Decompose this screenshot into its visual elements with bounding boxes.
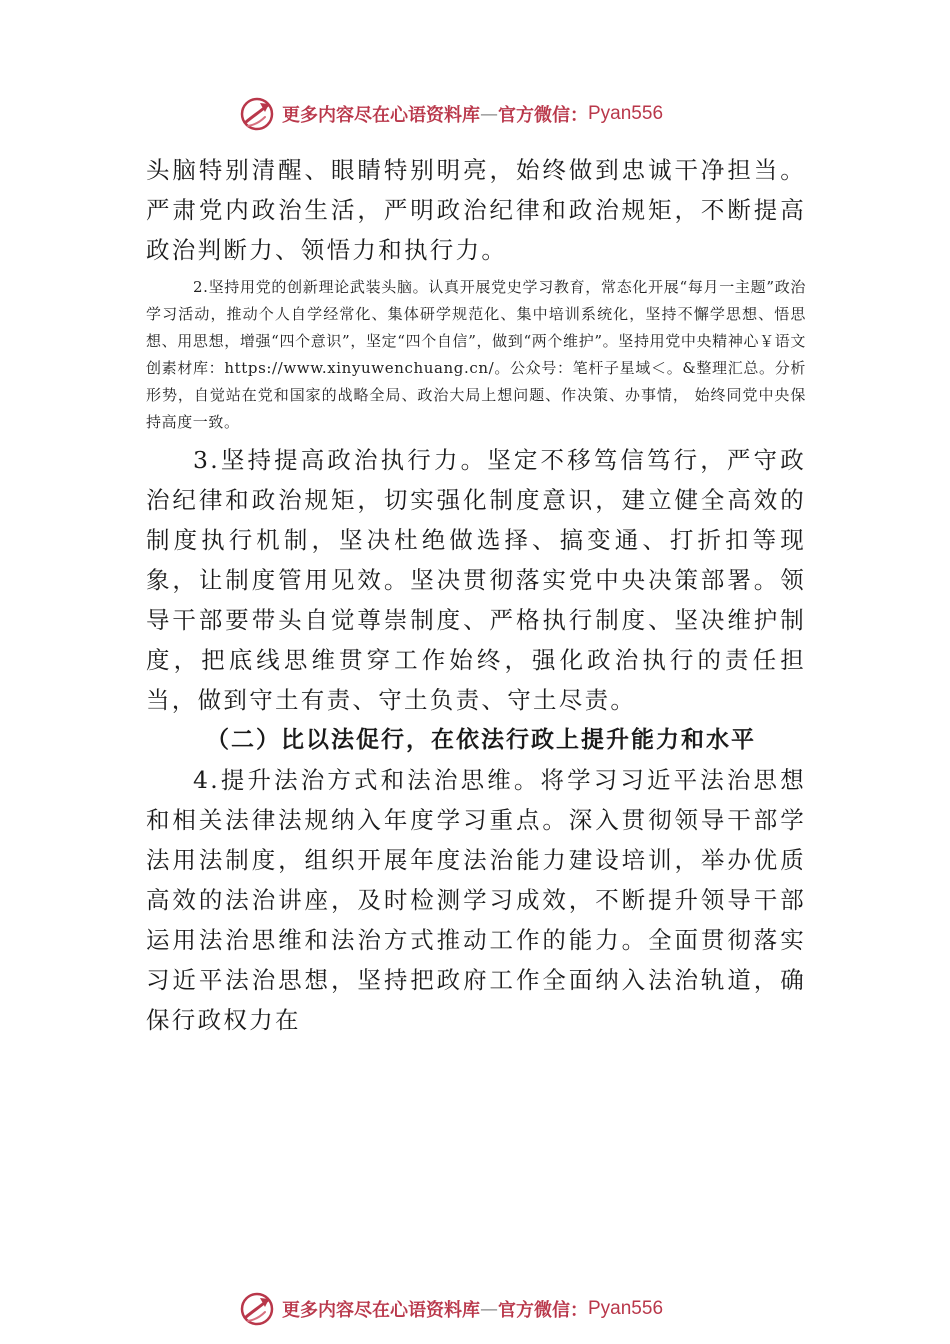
paragraph-2: 2.坚持用党的创新理论武装头脑。认真开展党史学习教育，常态化开展“每月一主题”政治学习活动，推动个人自学经常化、集体研学规范化、集中培训系统化，坚持不懈学思想、悟思想、用思想，增强“四个意识”，坚定“四个自信”，做到“两个维护”。坚持用党中央精神心￥语文创素材库：https://www.xinyuwenchuang.cn/。公众号：笔杆子星域＜。&整理汇总。分析形势，自觉站在党和国家的战略全局、政治大局上想问题、作决策、办事情， 始终同党中央保持高度一致。: [146, 278, 806, 431]
banner-wechat-account: Pyan556: [588, 1298, 664, 1319]
banner-wechat-account: Pyan556: [588, 103, 664, 124]
banner-separator: —: [480, 103, 498, 125]
banner-brand-text: 更多内容尽在心语资料库: [282, 1300, 480, 1321]
banner-separator: —: [480, 1298, 498, 1320]
pen-circle-logo-icon: [238, 95, 276, 133]
paragraph-1: 头脑特别清醒、眼睛特别明亮，始终做到忠诚干净担当。严肃党内政治生活，严明政治纪律和政治规矩，不断提高政治判断力、领悟力和执行力。: [146, 156, 806, 264]
section-heading: （二）比以法促行，在依法行政上提升能力和水平: [206, 726, 756, 753]
banner-wechat-label: 官方微信：: [498, 105, 588, 126]
footer-banner: [238, 1289, 758, 1329]
paragraph-3: 3.坚持提高政治执行力。坚定不移笃信笃行，严守政治纪律和政治规矩，切实强化制度意识，建立健全高效的制度执行机制，坚决杜绝做选择、搞变通、打折扣等现象，让制度管用见效。坚决贯彻落实党中央决策部署。领导干部要带头自觉尊崇制度、严格执行制度、坚决维护制度，把底线思维贯穿工作始终，强化政治执行的责任担当，做到守土有责、守土负责、守土尽责。: [146, 446, 806, 714]
paragraph-4: 4.提升法治方式和法治思维。将学习习近平法治思想和相关法律法规纳入年度学习重点。深入贯彻领导干部学法用法制度，组织开展年度法治能力建设培训，举办优质高效的法治讲座，及时检测学习成效，不断提升领导干部运用法治思维和法治方式推动工作的能力。全面贯彻落实习近平法治思想，坚持把政府工作全面纳入法治轨道，确保行政权力在: [146, 766, 806, 1034]
header-banner: [238, 94, 758, 134]
document-body: [146, 150, 806, 1040]
banner-brand-text: 更多内容尽在心语资料库: [282, 105, 480, 126]
pen-circle-logo-icon: [238, 1290, 276, 1328]
banner-wechat-label: 官方微信：: [498, 1300, 588, 1321]
